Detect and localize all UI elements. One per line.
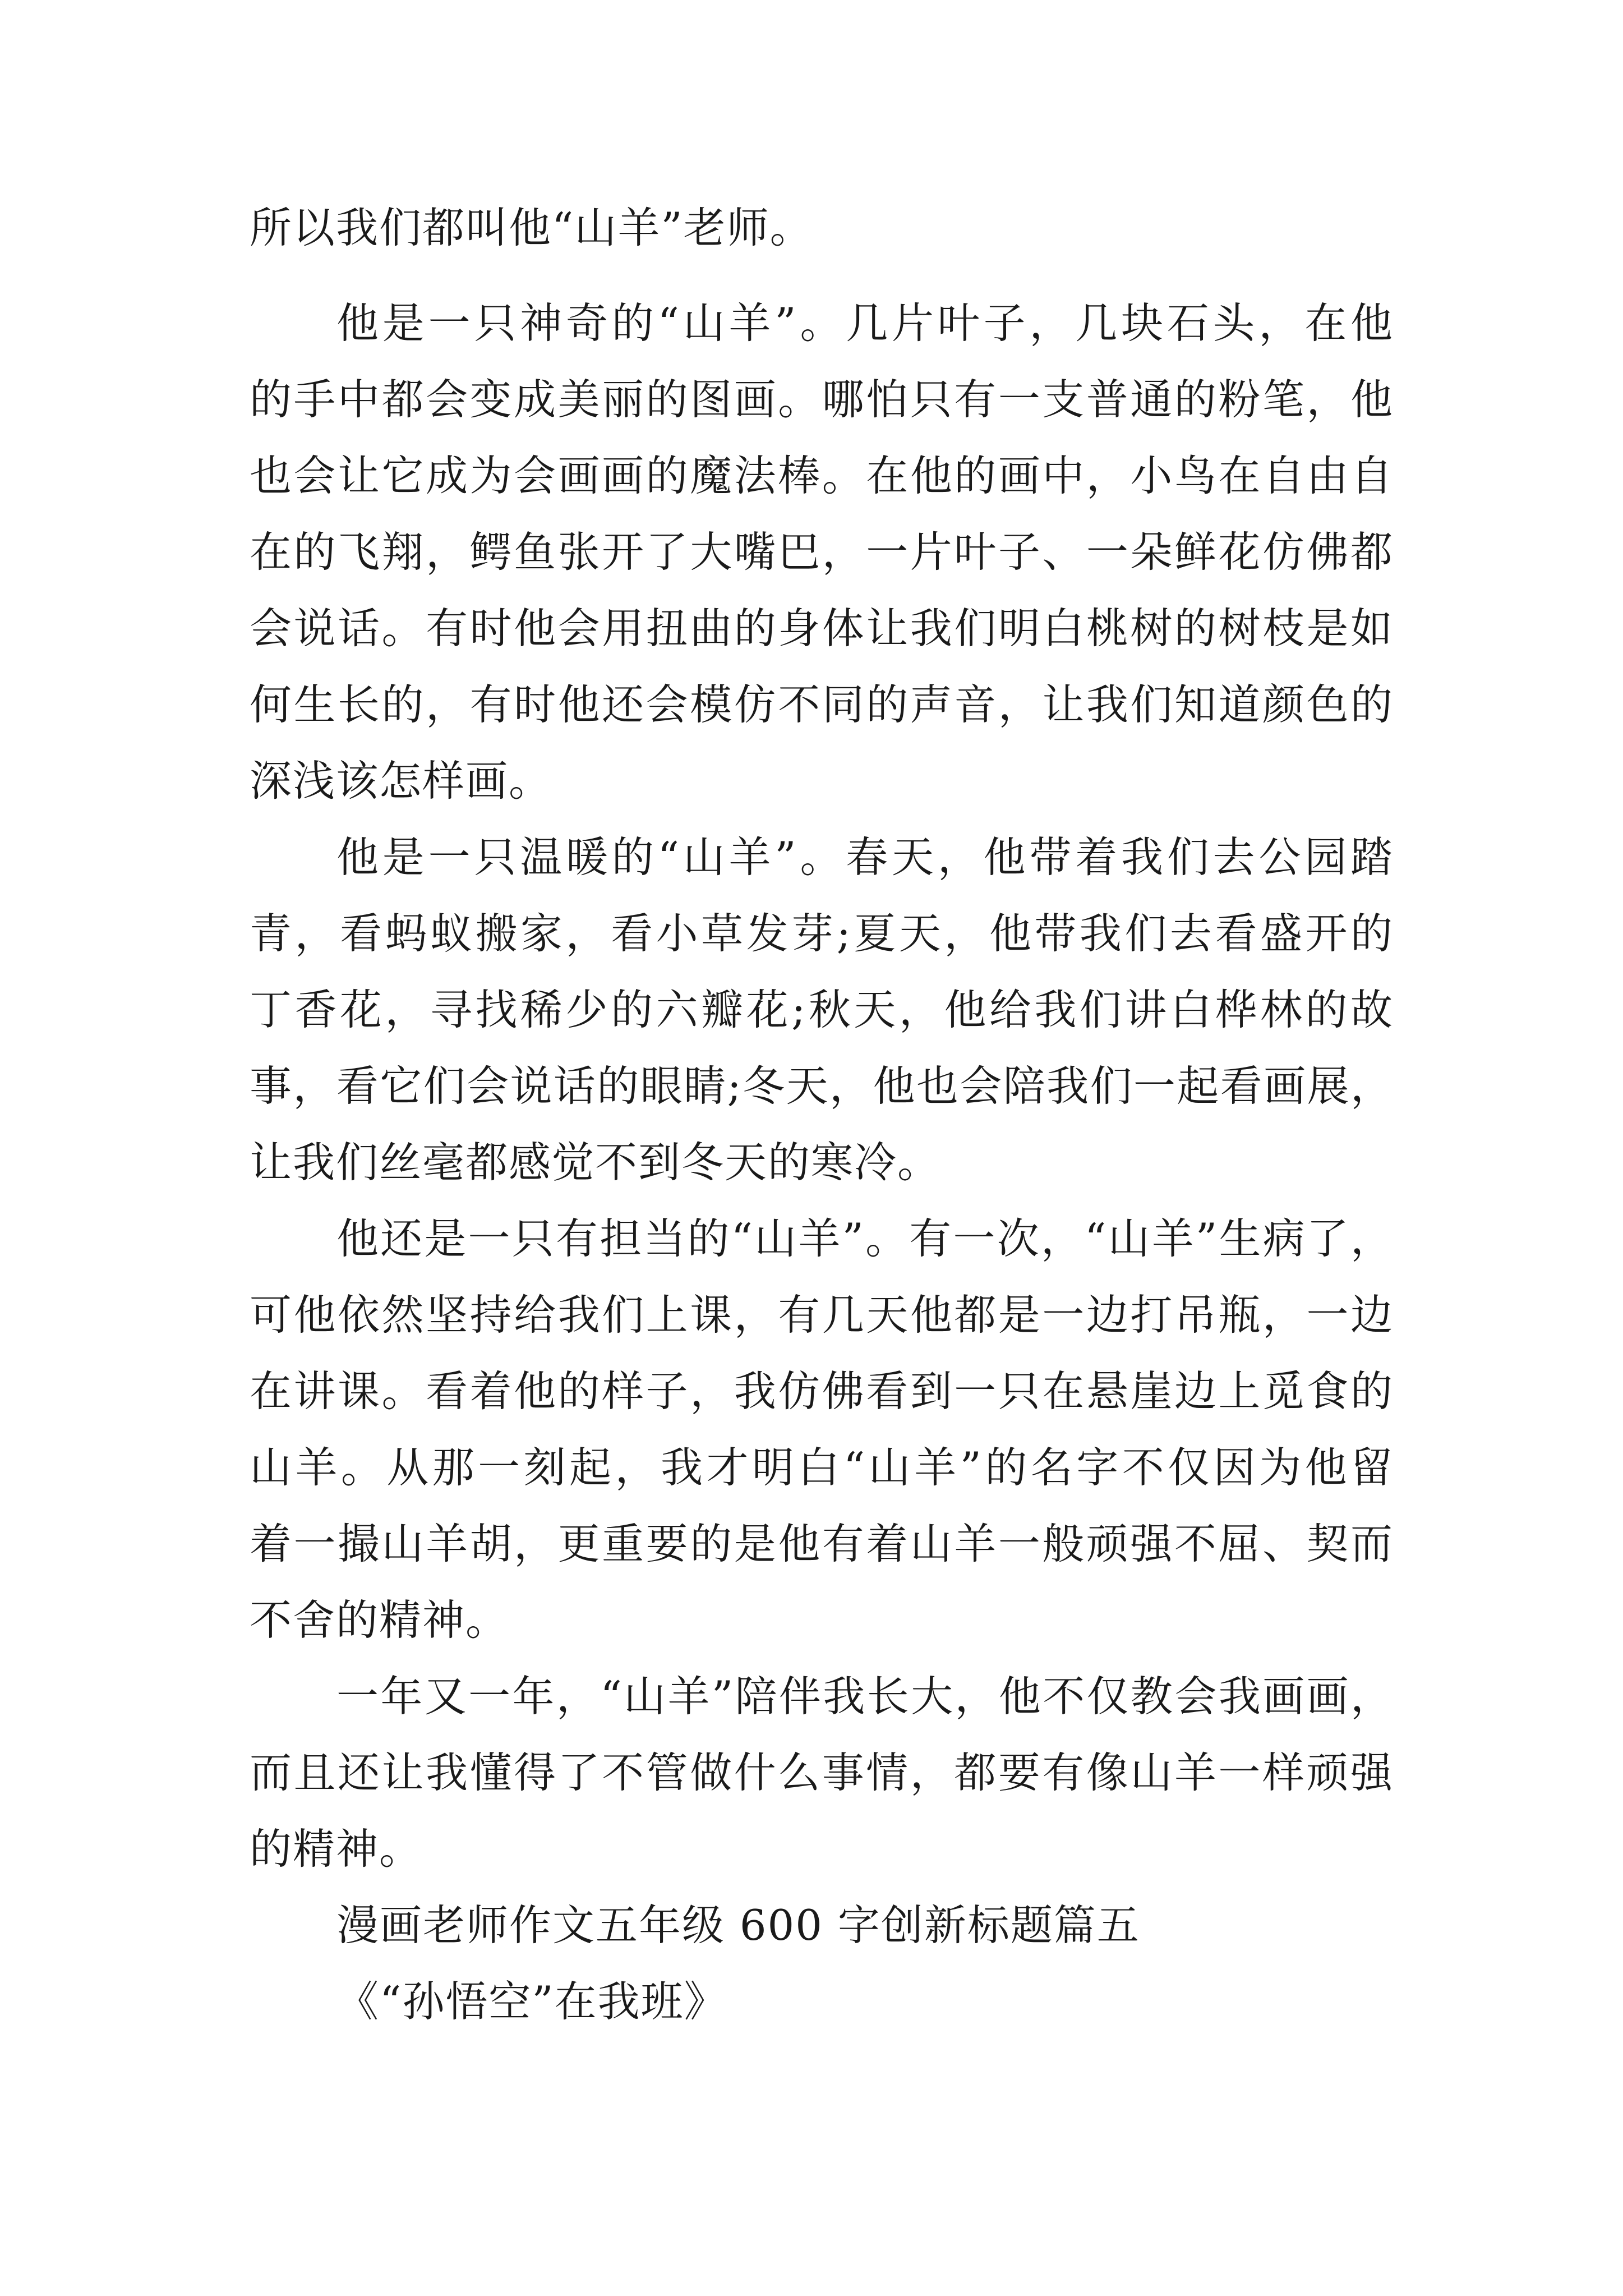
- text-line: 丁香花，寻找稀少的六瓣花;秋天，他给我们讲白桦林的故: [250, 985, 1394, 1034]
- text-line: 而且还让我懂得了不管做什么事情，都要有像山羊一样顽强: [250, 1748, 1394, 1797]
- text-line: 着一撮山羊胡，更重要的是他有着山羊一般顽强不屈、契而: [250, 1519, 1394, 1568]
- text-line: 青，看蚂蚁搬家，看小草发芽;夏天，他带我们去看盛开的: [250, 909, 1394, 958]
- paragraph-first-line: 一年又一年，“山羊”陪伴我长大，他不仅教会我画画，: [336, 1672, 1394, 1721]
- text-line: 何生长的，有时他还会模仿不同的声音，让我们知道颜色的: [250, 680, 1394, 729]
- text-line: 让我们丝毫都感觉不到冬天的寒冷。: [250, 1138, 941, 1187]
- text-line: 不舍的精神。: [250, 1595, 509, 1645]
- paragraph-first-line: 他还是一只有担当的“山羊”。有一次，“山羊”生病了，: [336, 1214, 1394, 1263]
- text-line: 的手中都会变成美丽的图画。哪怕只有一支普通的粉笔，他: [250, 375, 1394, 424]
- paragraph-first-line: 他是一只神奇的“山羊”。几片叶子，几块石头，在他: [336, 298, 1394, 348]
- text-line: 山羊。从那一刻起，我才明白“山羊”的名字不仅因为他留: [250, 1443, 1394, 1492]
- text-line: 在的飞翔，鳄鱼张开了大嘴巴，一片叶子、一朵鲜花仿佛都: [250, 527, 1394, 577]
- paragraph-first-line: 他是一只温暖的“山羊”。春天，他带着我们去公园踏: [336, 832, 1394, 882]
- text-line: 也会让它成为会画画的魔法棒。在他的画中，小鸟在自由自: [250, 451, 1394, 500]
- text-line: 在讲课。看着他的样子，我仿佛看到一只在悬崖边上觅食的: [250, 1366, 1394, 1416]
- text-line: 的精神。: [250, 1824, 423, 1874]
- text-line: 事，看它们会说话的眼睛;冬天，他也会陪我们一起看画展，: [250, 1061, 1394, 1111]
- text-line: 所以我们都叫他“山羊”老师。: [250, 203, 813, 252]
- text-line: 深浅该怎样画。: [250, 756, 552, 806]
- essay-title: 《“孙悟空”在我班》: [336, 1977, 727, 2026]
- text-line: 会说话。有时他会用扭曲的身体让我们明白桃树的树枝是如: [250, 604, 1394, 653]
- text-line: 可他依然坚持给我们上课，有几天他都是一边打吊瓶，一边: [250, 1290, 1394, 1340]
- section-heading: 漫画老师作文五年级 600 字创新标题篇五: [336, 1901, 1140, 1950]
